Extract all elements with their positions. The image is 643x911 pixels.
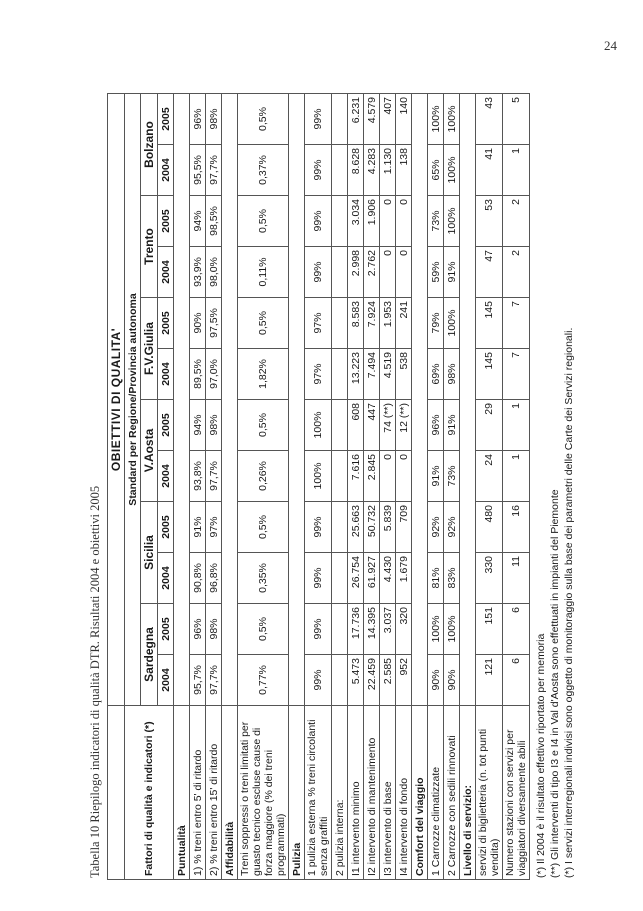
table-cell: 91% xyxy=(428,451,444,502)
table-cell: 0,5% xyxy=(238,502,289,553)
footnote: (**) Gli interventi di tipo I3 e I4 in Val d'Aosta sono effettuati in impianti del Piemonte xyxy=(549,489,561,878)
section-filler xyxy=(289,94,305,706)
table-cell: 6 xyxy=(503,604,530,655)
table-cell: 97% xyxy=(206,502,222,553)
table-cell xyxy=(332,604,348,655)
table-cell: 0,11% xyxy=(238,247,289,298)
table-cell: 97,7% xyxy=(206,145,222,196)
table-cell: 2.998 xyxy=(348,247,364,298)
table-cell: 2.762 xyxy=(364,247,380,298)
table-cell: 97,7% xyxy=(206,451,222,502)
table-cell: 100% xyxy=(428,94,444,145)
indicator-label: Numero stazioni con servizi per viaggiatori diversamente abili xyxy=(503,706,530,880)
indicator-label: I4 intervento di fondo xyxy=(396,706,412,880)
table-cell: 12 (**) xyxy=(396,400,412,451)
indicator-label: Treni soppressi o treni limitati per guasto tecnico escluse cause di forza maggiore (% dei treni programmati) xyxy=(238,706,289,880)
table-cell: 11 xyxy=(503,553,530,604)
table-cell: 50.732 xyxy=(364,502,380,553)
table-cell: 480 xyxy=(476,502,503,553)
table-cell: 100% xyxy=(444,94,460,145)
table-row xyxy=(348,94,364,880)
table-cell xyxy=(332,94,348,145)
table-cell: 0,5% xyxy=(238,196,289,247)
year-header: 2004 xyxy=(158,145,174,196)
table-cell: 90% xyxy=(428,655,444,706)
table-cell: 8.628 xyxy=(348,145,364,196)
table-cell: 95,7% xyxy=(190,655,206,706)
table-cell: 100% xyxy=(444,298,460,349)
table-cell: 92% xyxy=(428,502,444,553)
table-cell: 25.663 xyxy=(348,502,364,553)
table-cell: 93,9% xyxy=(190,247,206,298)
table-cell xyxy=(332,502,348,553)
table-cell: 47 xyxy=(476,247,503,298)
table-cell: 91% xyxy=(444,400,460,451)
table-row xyxy=(428,94,444,880)
section-row xyxy=(222,94,238,880)
table-cell: 94% xyxy=(190,400,206,451)
table-cell: 90,8% xyxy=(190,553,206,604)
table-cell: 952 xyxy=(396,655,412,706)
section-row xyxy=(289,94,305,880)
table-cell: 96% xyxy=(428,400,444,451)
table-cell: 0 xyxy=(396,196,412,247)
indicator-label: servizi di biglietteria (n. tot punti vendita) xyxy=(476,706,503,880)
table-cell: 0 xyxy=(380,196,396,247)
table-row xyxy=(238,94,289,880)
section-filler xyxy=(412,94,428,706)
empty-corner xyxy=(108,706,125,880)
page-number: 24 xyxy=(604,38,617,53)
table-cell: 1.130 xyxy=(380,145,396,196)
region-header: V.Aosta xyxy=(141,400,158,502)
table-cell: 99% xyxy=(305,145,332,196)
year-header: 2005 xyxy=(158,502,174,553)
table-cell: 0,35% xyxy=(238,553,289,604)
standard-header: Standard per Regione/Provincia autonoma xyxy=(125,94,141,706)
table-row xyxy=(305,94,332,880)
section-row xyxy=(174,94,190,880)
table-cell: 98,5% xyxy=(206,196,222,247)
table-cell: 94% xyxy=(190,196,206,247)
year-header: 2005 xyxy=(158,400,174,451)
table-cell: 99% xyxy=(305,553,332,604)
table-cell xyxy=(332,451,348,502)
table-cell: 41 xyxy=(476,145,503,196)
table-cell: 99% xyxy=(305,604,332,655)
footnotes xyxy=(534,50,576,878)
region-header: F.V.Giulia xyxy=(141,298,158,400)
table-cell: 1 xyxy=(503,145,530,196)
section-label: Pulizia xyxy=(289,706,305,880)
table-cell: 2 xyxy=(503,196,530,247)
table-cell: 1,82% xyxy=(238,349,289,400)
region-header: Sicilia xyxy=(141,502,158,604)
indicator-label: 1 pulizia esterna % treni circolanti senza graffiti xyxy=(305,706,332,880)
table-cell: 4.579 xyxy=(364,94,380,145)
table-cell: 73% xyxy=(428,196,444,247)
table-cell: 7 xyxy=(503,298,530,349)
table-cell: 90% xyxy=(444,655,460,706)
table-cell: 29 xyxy=(476,400,503,451)
table-row xyxy=(476,94,503,880)
year-header: 2005 xyxy=(158,604,174,655)
table-row xyxy=(444,94,460,880)
table-cell: 95,5% xyxy=(190,145,206,196)
table-cell: 26.754 xyxy=(348,553,364,604)
year-header: 2004 xyxy=(158,349,174,400)
table-cell: 1.679 xyxy=(396,553,412,604)
table-cell: 93,8% xyxy=(190,451,206,502)
quality-table xyxy=(107,93,530,880)
table-cell: 7.924 xyxy=(364,298,380,349)
table-cell: 100% xyxy=(444,145,460,196)
table-cell: 0,5% xyxy=(238,298,289,349)
section-filler xyxy=(460,94,476,706)
table-cell: 0 xyxy=(380,451,396,502)
table-cell: 97% xyxy=(305,349,332,400)
rotated-table-block xyxy=(88,50,618,880)
table-cell: 59% xyxy=(428,247,444,298)
section-label: Puntualità xyxy=(174,706,190,880)
footnote: (*) I servizi interregionali indivisi sono oggetto di monitoraggio sulla base dei parametri delle Carte dei Servizi regionali. xyxy=(563,327,575,878)
indicator-label: 2) % treni entro 15' di ritardo xyxy=(206,706,222,880)
table-cell: 3.034 xyxy=(348,196,364,247)
table-cell: 69% xyxy=(428,349,444,400)
region-header: Sardegna xyxy=(141,604,158,706)
table-cell xyxy=(332,247,348,298)
section-filler xyxy=(174,94,190,706)
table-cell: 4.519 xyxy=(380,349,396,400)
table-cell: 13.223 xyxy=(348,349,364,400)
region-header: Trento xyxy=(141,196,158,298)
table-cell: 0,5% xyxy=(238,604,289,655)
table-cell: 608 xyxy=(348,400,364,451)
table-cell xyxy=(332,553,348,604)
table-cell: 4.283 xyxy=(364,145,380,196)
table-caption: Tabella 10 Riepilogo indicatori di qualità DTR. Risultati 2004 e obiettivi 2005 xyxy=(88,485,102,878)
table-cell: 61.927 xyxy=(364,553,380,604)
table-cell: 17.736 xyxy=(348,604,364,655)
table-cell: 97,0% xyxy=(206,349,222,400)
indicator-label: I3 intervento di base xyxy=(380,706,396,880)
indicator-label: I1 intervento minimo xyxy=(348,706,364,880)
table-cell: 145 xyxy=(476,298,503,349)
table-cell: 320 xyxy=(396,604,412,655)
table-cell: 53 xyxy=(476,196,503,247)
table-cell: 100% xyxy=(444,196,460,247)
table-cell xyxy=(332,196,348,247)
table-cell: 99% xyxy=(305,502,332,553)
table-cell: 73% xyxy=(444,451,460,502)
table-cell: 98% xyxy=(206,400,222,451)
table-cell: 79% xyxy=(428,298,444,349)
table-cell: 100% xyxy=(428,604,444,655)
table-cell: 96% xyxy=(190,604,206,655)
table-cell: 0 xyxy=(380,247,396,298)
table-cell: 5.473 xyxy=(348,655,364,706)
table-cell: 0,77% xyxy=(238,655,289,706)
table-cell: 538 xyxy=(396,349,412,400)
table-cell: 14.395 xyxy=(364,604,380,655)
table-cell: 8.583 xyxy=(348,298,364,349)
indicator-label: 2 pulizia interna: xyxy=(332,706,348,880)
table-cell: 6 xyxy=(503,655,530,706)
table-cell: 99% xyxy=(305,655,332,706)
table-cell xyxy=(332,349,348,400)
table-cell: 99% xyxy=(305,196,332,247)
table-cell: 7.494 xyxy=(364,349,380,400)
footnote: (*) Il 2004 è il risultato effettivo riportato per memoria xyxy=(535,633,547,878)
year-header: 2004 xyxy=(158,247,174,298)
section-row xyxy=(460,94,476,880)
table-row xyxy=(332,94,348,880)
table-cell: 4.430 xyxy=(380,553,396,604)
year-header: 2004 xyxy=(158,553,174,604)
table-cell xyxy=(332,298,348,349)
section-label: Comfort del viaggio xyxy=(412,706,428,880)
table-cell: 97,5% xyxy=(206,298,222,349)
year-header: 2004 xyxy=(158,655,174,706)
table-cell: 43 xyxy=(476,94,503,145)
table-cell: 96% xyxy=(190,94,206,145)
table-cell: 98% xyxy=(206,604,222,655)
table-row xyxy=(380,94,396,880)
section-row xyxy=(412,94,428,880)
year-header: 2005 xyxy=(158,298,174,349)
table-cell: 0,37% xyxy=(238,145,289,196)
table-cell: 1.906 xyxy=(364,196,380,247)
table-cell: 1 xyxy=(503,451,530,502)
table-cell: 2.585 xyxy=(380,655,396,706)
table-cell: 0 xyxy=(396,247,412,298)
table-cell: 98,0% xyxy=(206,247,222,298)
region-header: Bolzano xyxy=(141,94,158,196)
table-cell: 1 xyxy=(503,400,530,451)
table-cell: 91% xyxy=(444,247,460,298)
section-label: Affidabilità xyxy=(222,706,238,880)
table-row xyxy=(206,94,222,880)
table-row xyxy=(503,94,530,880)
table-cell: 96,8% xyxy=(206,553,222,604)
indicator-label: I2 intervento di mantenimento xyxy=(364,706,380,880)
table-cell: 99% xyxy=(305,94,332,145)
table-cell xyxy=(332,145,348,196)
table-cell: 16 xyxy=(503,502,530,553)
section-filler xyxy=(222,94,238,706)
table-cell: 121 xyxy=(476,655,503,706)
table-cell: 100% xyxy=(305,451,332,502)
table-cell: 92% xyxy=(444,502,460,553)
indicator-label: 2 Carrozze con sedili rinnovati xyxy=(444,706,460,880)
table-cell: 0,26% xyxy=(238,451,289,502)
table-cell: 98% xyxy=(444,349,460,400)
table-cell: 5 xyxy=(503,94,530,145)
table-cell: 447 xyxy=(364,400,380,451)
table-cell: 90% xyxy=(190,298,206,349)
table-cell: 140 xyxy=(396,94,412,145)
table-cell: 0 xyxy=(396,451,412,502)
table-cell: 151 xyxy=(476,604,503,655)
table-row xyxy=(190,94,206,880)
table-cell: 7.616 xyxy=(348,451,364,502)
indicator-label: 1) % treni entro 5' di ritardo xyxy=(190,706,206,880)
table-cell: 3.037 xyxy=(380,604,396,655)
table-cell: 99% xyxy=(305,247,332,298)
table-cell: 89,5% xyxy=(190,349,206,400)
year-header: 2005 xyxy=(158,94,174,145)
table-cell: 22.459 xyxy=(364,655,380,706)
table-row xyxy=(364,94,380,880)
table-cell: 81% xyxy=(428,553,444,604)
table-cell: 5.839 xyxy=(380,502,396,553)
table-cell: 97,7% xyxy=(206,655,222,706)
table-cell: 330 xyxy=(476,553,503,604)
table-cell: 138 xyxy=(396,145,412,196)
table-cell: 100% xyxy=(305,400,332,451)
table-cell: 65% xyxy=(428,145,444,196)
table-row xyxy=(396,94,412,880)
table-cell: 74 (**) xyxy=(380,400,396,451)
year-header: 2005 xyxy=(158,196,174,247)
table-cell: 0,5% xyxy=(238,94,289,145)
table-cell: 2.845 xyxy=(364,451,380,502)
table-cell: 145 xyxy=(476,349,503,400)
table-cell: 709 xyxy=(396,502,412,553)
table-cell: 24 xyxy=(476,451,503,502)
table-cell: 98% xyxy=(206,94,222,145)
table-cell: 0,5% xyxy=(238,400,289,451)
year-header: 2004 xyxy=(158,451,174,502)
table-cell: 6.231 xyxy=(348,94,364,145)
table-cell: 97% xyxy=(305,298,332,349)
table-cell: 407 xyxy=(380,94,396,145)
table-cell xyxy=(332,655,348,706)
table-cell: 7 xyxy=(503,349,530,400)
table-cell: 241 xyxy=(396,298,412,349)
table-cell: 83% xyxy=(444,553,460,604)
factors-header: Fattori di qualità e indicatori (*) xyxy=(125,706,174,880)
table-cell: 1.953 xyxy=(380,298,396,349)
indicator-label: 1 Carrozze climatizzate xyxy=(428,706,444,880)
table-cell xyxy=(332,400,348,451)
table-cell: 2 xyxy=(503,247,530,298)
table-cell: 91% xyxy=(190,502,206,553)
table-cell: 100% xyxy=(444,604,460,655)
section-label: Livello di servizio: xyxy=(460,706,476,880)
objectives-header: OBIETTIVI DI QUALITA' xyxy=(108,94,125,706)
